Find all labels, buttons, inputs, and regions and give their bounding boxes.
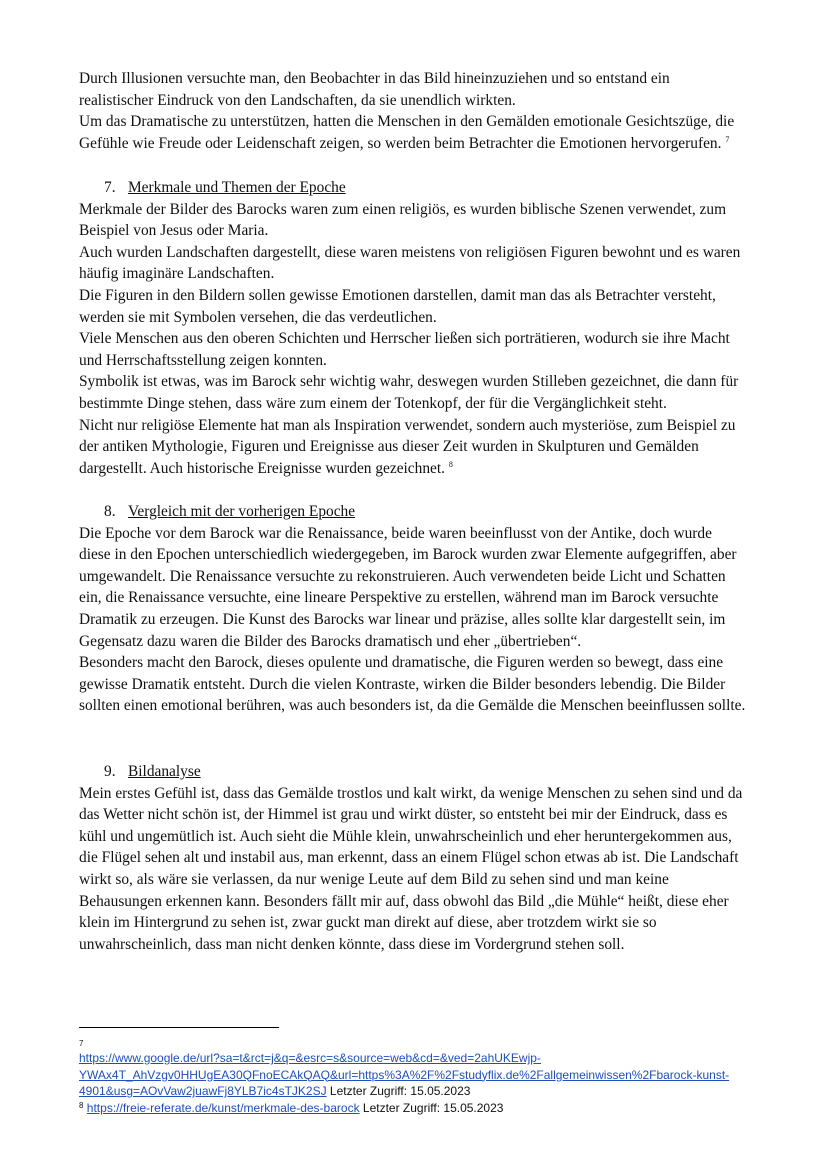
footnotes	[79, 1027, 779, 1116]
intro-line: Durch Illusionen versuchte man, den Beobachter in das Bild hineinzuziehen und so entstand ein	[79, 70, 670, 87]
footnote-7-link[interactable]: 4901&usg=AOvVaw2juawFj8YLB7ic4sTJK2SJ	[79, 1084, 327, 1099]
intro-line: Um das Dramatische zu unterstützen, hatten die Menschen in den Gemälden emotionale Gesichtszüge, die	[79, 113, 735, 131]
intro-line-text: Gefühle wie Freude oder Leidenschaft zeigen, so werden beim Betrachter die Emotionen hervorgerufen.	[79, 134, 722, 152]
footnote-ref-8[interactable]: 8	[448, 459, 453, 469]
section-7-line: und Herrschaftsstellung zeigen konnten.	[79, 351, 327, 369]
section-8-line: ein, die Renaissance versuchte, eine lineare Perspektive zu erstellen, während man im Barock versuchte	[79, 589, 719, 607]
footnote-7-line	[79, 1083, 779, 1100]
section-7-line: Symbolik ist etwas, was im Barock sehr wichtig wahr, deswegen wurden Stilleben gezeichnet, die dann für	[79, 373, 739, 391]
section-8-line: diese in den Epochen unterschiedlich wiedergegeben, im Barock wurden zwar Elemente aufgegriffen, aber	[79, 546, 737, 564]
section-7-line	[79, 458, 779, 480]
footnote-7-line	[79, 1067, 779, 1084]
section-9-line: wirkt so, als wäre sie verlassen, da nur wenige Leute auf dem Bild zu sehen sind und man keine	[79, 870, 669, 888]
section-7-line: häufig imaginäre Landschaften.	[79, 265, 275, 283]
section-8-line: Besonders macht den Barock, dieses opulente und dramatische, die Figuren werden so bewegt, dass eine	[79, 654, 724, 672]
section-8-line: Dramatik zu erzeugen. Die Kunst des Barocks war linear und präzise, alles sollte klar dargestellt sein, im	[79, 610, 726, 628]
section-9-line: Behausungen erkennen kann. Besonders fällt mir auf, dass obwohl das Bild „die Mühle“ heißt, diese eher	[79, 892, 729, 910]
section-7-line: bestimmte Dinge stehen, dass wäre zum einem der Totenkopf, der für die Vergänglichkeit steht.	[79, 394, 667, 412]
section-9-line: klein im Hintergrund zu sehen ist, zwar guckt man direkt auf diese, aber trotzdem wirkt sie so	[79, 914, 657, 932]
intro-line: realistischer Eindruck von den Landschaften, da sie unendlich wirkten.	[79, 91, 516, 109]
section-7-line: Merkmale der Bilder des Barocks waren zum einen religiös, es wurden biblische Szenen verwendet, zum	[79, 200, 727, 218]
section-8-line: umgewandelt. Die Renaissance versuchte zu rekonstruieren. Auch verwendeten beide Licht und Schatten	[79, 567, 726, 585]
section-9-number: 9.	[104, 763, 116, 780]
section-9-line: kühl und ungemütlich ist. Auch sieht die Mühle klein, unwahrscheinlich und eher heruntergekommen aus,	[79, 827, 732, 845]
section-7-line: Die Figuren in den Bildern sollen gewisse Emotionen darstellen, damit man das als Betrachter versteht,	[79, 286, 716, 304]
section-7-line-text: dargestellt. Auch historische Ereignisse wurden gezeichnet.	[79, 459, 445, 477]
footnote-7-line	[79, 1050, 779, 1067]
section-7-line: werden sie mit Symbolen versehen, die das verdeutlichen.	[79, 308, 437, 326]
footnote-8-access-date: Letzter Zugriff: 15.05.2023	[359, 1100, 504, 1115]
section-9-line: das Wetter nicht schön ist, der Himmel ist grau und wirkt düster, so entsteht bei mir der Eindruck, dass es	[79, 806, 728, 824]
section-7-heading	[79, 177, 779, 199]
section-8-heading	[79, 501, 779, 523]
intro-paragraph	[79, 68, 779, 154]
section-7	[79, 177, 779, 479]
intro-line	[79, 133, 779, 155]
footnote-8-link[interactable]: https://freie-referate.de/kunst/merkmale-des-barock	[86, 1100, 360, 1115]
section-9-title: Bildanalyse	[128, 763, 201, 780]
section-7-line: Nicht nur religiöse Elemente hat man als Inspiration verwendet, sondern auch mysteriöse, zum Beispiel zu	[79, 416, 736, 434]
section-8-line: Die Epoche vor dem Barock war die Renaissance, beide waren beeinflusst von der Antike, doch wurde	[79, 524, 712, 542]
section-8	[79, 501, 779, 717]
section-7-line: Beispiel von Jesus oder Maria.	[79, 222, 269, 240]
section-8-number: 8.	[104, 503, 116, 520]
section-9-line: unwahrscheinlich, dass man nicht denken könnte, dass diese im Vordergrund stehen soll.	[79, 935, 625, 953]
section-8-title: Vergleich mit der vorherigen Epoche	[128, 503, 356, 520]
section-7-line: Viele Menschen aus den oberen Schichten und Herrscher ließen sich porträtieren, wodurch sie ihre Macht	[79, 330, 730, 348]
section-7-title: Merkmale und Themen der Epoche	[128, 179, 346, 196]
section-9	[79, 761, 779, 955]
footnote-7-access-date: Letzter Zugriff: 15.05.2023	[326, 1084, 471, 1099]
section-9-line: Mein erstes Gefühl ist, dass das Gemälde trostlos und kalt wirkt, da wenige Menschen zu sehen sind und da	[79, 784, 743, 802]
section-8-line: sollten einen emotional berühren, was auch besonders ist, da die Gemälde die Menschen beeinflussen sollte.	[79, 697, 746, 715]
section-7-number: 7.	[104, 179, 116, 196]
footnote-7-link[interactable]: YWAx4T_AhVzgv0HHUgEA30QFnoECAkQAQ&url=https%3A%2F%2Fstudyflix.de%2Fallgemeinwissen%2Fbarock-kunst-	[79, 1067, 730, 1082]
footnote-separator	[79, 1027, 279, 1028]
section-7-line: Auch wurden Landschaften dargestellt, diese waren meistens von religiösen Figuren bewohnt und es waren	[79, 243, 741, 261]
footnote-ref-7[interactable]: 7	[725, 134, 730, 144]
footnote-8-line	[79, 1100, 779, 1117]
footnote-8-mark: 8	[79, 1100, 84, 1110]
section-8-line: Gegensatz dazu waren die Bilder des Barocks dramatisch und eher „übertrieben“.	[79, 632, 582, 650]
section-9-heading	[79, 761, 779, 783]
footnote-7-mark: 7	[79, 1039, 84, 1048]
section-9-line: die Flügel sehen alt und instabil aus, man erkennt, dass an einem Flügel schon etwas ab ist. Die Landschaft	[79, 849, 739, 867]
footnote-7-link[interactable]: https://www.google.de/url?sa=t&rct=j&q=&esrc=s&source=web&cd=&ved=2ahUKEwjp-	[79, 1051, 541, 1065]
section-8-line: gewisse Dramatik entsteht. Durch die vielen Kontraste, wirken die Bilder besonders lebendig. Die Bilder	[79, 675, 726, 693]
section-7-line: der antiken Mythologie, Figuren und Ereignisse aus dieser Zeit wurden in Skulpturen und Gemälden	[79, 438, 699, 456]
